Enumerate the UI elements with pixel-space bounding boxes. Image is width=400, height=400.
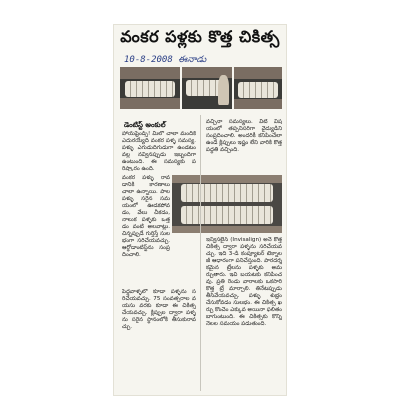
handwritten-date: 10-8-2008 ఈనాడు [124,55,207,65]
photo-teeth-closeup [172,175,282,233]
photo-teeth-after [234,67,282,109]
column-left-top: హాయ్‌ఫ్రెండ్స్! మీలో చాలా మందికి ఎదురయ్యేది వంకర పళ్ళ సమస్య. పళ్ళు ఎగుడుదిగుడుగా ఉండటం వల్ల నవ్వినప్పుడు ఇబ్బందిగా ఉంటుంది. ఈ సమస్యకు పరిష్కారం ఉంది. [122,131,196,171]
byline: డెంటిస్ట్ అంకుల్ [124,121,166,129]
column-divider [200,115,201,391]
column-left-mid: వంకర పళ్ళు రావడానికి కారణాలు చాలా ఉన్నాయి. పాల పళ్ళు సరైన సమయంలో ఊడకపోవడం, వేలు చీకడం, నాలుక పళ్ళకు ఒత్తడం వంటి అలవాట్లు. చిన్నప్పుడే గుర్తిస్తే సులభంగా సరిచేయవచ్చు. ఆర్థోడాంటిస్ట్‌ను సంప్రదించాలి. [122,175,170,258]
headline: వంకర పళ్లకు కొత్త చికిత్స [120,27,280,46]
photo-aligner-hand [182,67,232,109]
column-right-top: వచ్చినా సమస్యలు. వీటి విషయంలో తప్పనిసరిగా వైద్యుడిని సంప్రదించాలి. అందరికీ కనిపించేలా ఉండే క్లిప్పులు ఇష్టం లేని వారికి కొత్త పద్ధతి వచ్చింది. [206,119,282,153]
column-right-bottom: ఇన్విసలైన్ (Invisalign) అనే కొత్త చికిత్స ద్వారా పళ్ళను సరిచేయవచ్చు. ఇది 3-డి కంప్యూటర్ టెక్నాలజీ ఆధారంగా పనిచేస్తుంది. పారదర్శకమైన ట్రేలను పళ్ళకు అమర్చుతారు. ఇవి బయటకు కనిపించవు. ప్రతి రెండు వారాలకు ఒకసారి కొత్త ట్రే మార్చాలి. తినేటప్పుడు తీసివేయవచ్చు. పళ్ళు శుభ్రం చేసుకోవడం సులభం. ఈ చికిత్స ఖర్చు కొంచెం ఎక్కువ అయినా ఫలితం బాగుంటుంది. ఈ చికిత్సకు కొన్ని నెలల సమయం పడుతుంది. [206,237,282,327]
column-left-bottom: పెద్దవాళ్ళలో కూడా పళ్ళను సరిచేయవచ్చు. 75 సంవత్సరాల వయసు వరకు కూడా ఈ చికిత్స చేయవచ్చు. క్లిప్పుల ద్వారా పళ్ళను సరైన స్థానంలోకి తీసుకురావచ్చు. [122,289,196,330]
newspaper-clipping [113,24,287,396]
photo-teeth-before [120,67,180,109]
